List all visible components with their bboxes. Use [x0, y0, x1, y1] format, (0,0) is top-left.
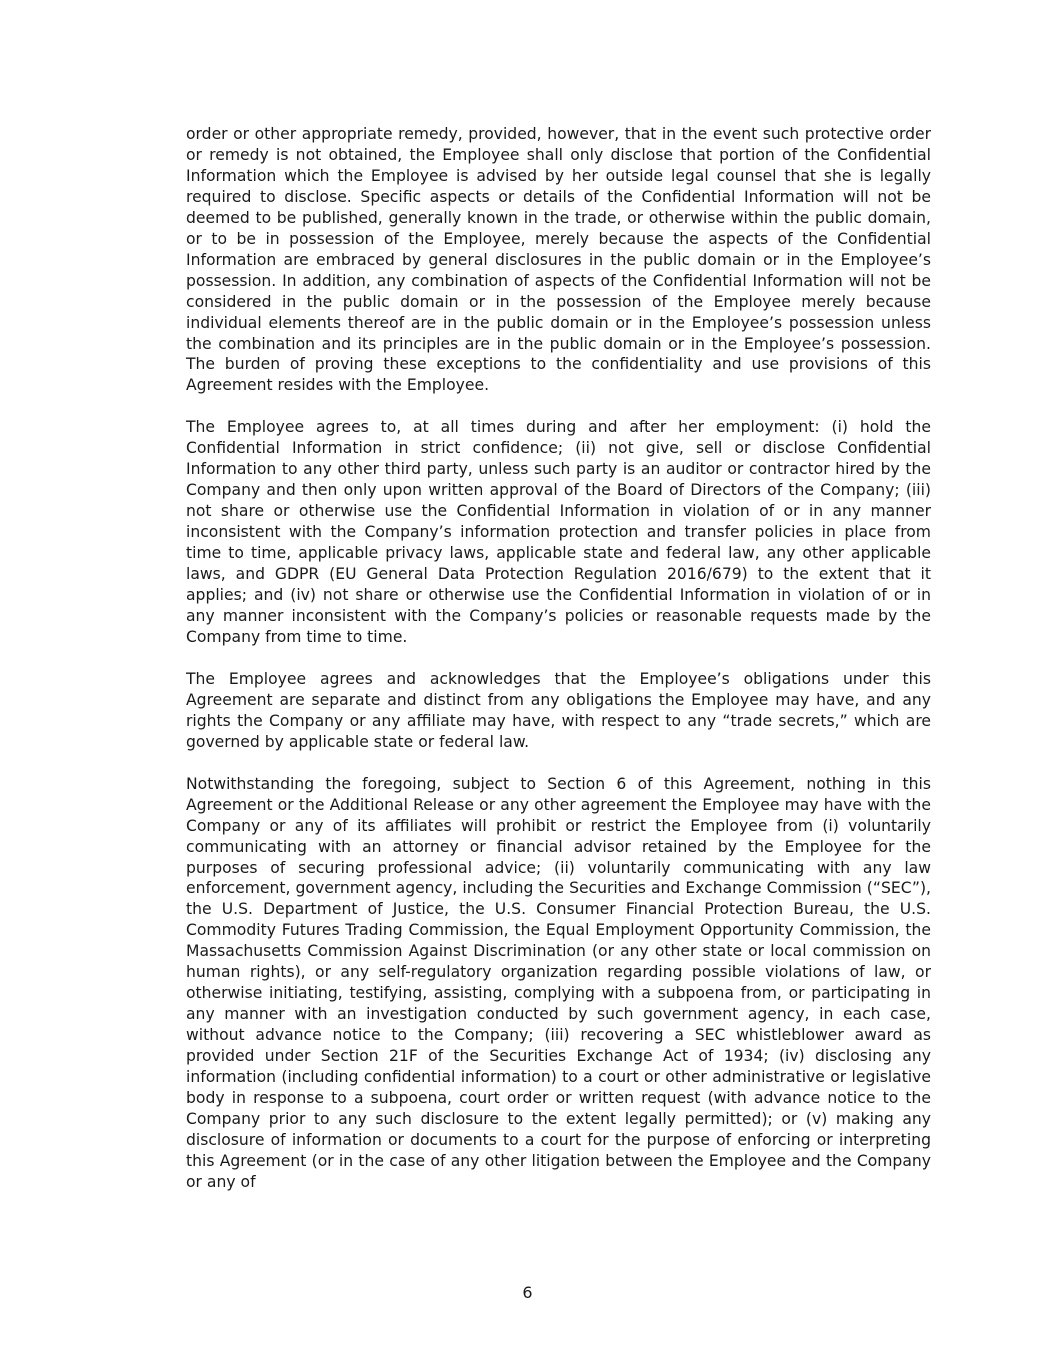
paragraph-disclosure-remedy: order or other appropriate remedy, provided, however, that in the event such protective order or remedy is not obtained, the Employee shall only disclose that portion of the Confidential Information which the Employee is advised by her outside legal counsel that she is legally required to disclose. Specific aspects or details of the Confidential Information will not be deemed to be published, generally known in the trade, or otherwise within the public domain, or to be in possession of the Employee, merely because the aspects of the Confidential Information are embraced by general disclosures in the public domain or in the Employee’s possession. In addition, any combination of aspects of the Confidential Information will not be considered in the public domain or in the possession of the Employee merely because individual elements thereof are in the public domain or in the Employee’s possession unless the combination and its principles are in the public domain or in the Employee’s possession. The burden of proving these exceptions to the confidentiality and use provisions of this Agreement resides with the Employee.: [186, 125, 931, 395]
page-number: 6: [522, 1283, 533, 1302]
paragraph-trade-secrets: The Employee agrees and acknowledges that the Employee’s obligations under this Agreement are separate and distinct from any obligations the Employee may have, and any rights the Company or any affiliate may have, with respect to any “trade secrets,” which are governed by applicable state or federal law.: [186, 669, 931, 751]
document-body: [186, 124, 931, 1214]
paragraph-protected-activities: Notwithstanding the foregoing, subject to Section 6 of this Agreement, nothing in this Agreement or the Additional Release or any other agreement the Employee may have with the Company or any of its affiliates will prohibit or restrict the Employee from (i) voluntarily communicating with an attorney or financial advisor retained by the Employee for the purposes of securing professional advice; (ii) voluntarily communicating with any law enforcement, government agency, including the Securities and Exchange Commission (“SEC”), the U.S. Department of Justice, the U.S. Consumer Financial Protection Bureau, the U.S. Commodity Futures Trading Commission, the Equal Employment Opportunity Commission, the Massachusetts Commission Against Discrimination (or any other state or local commission on human rights), or any self-regulatory organization regarding possible violations of law, or otherwise initiating, testifying, assisting, complying with a subpoena from, or participating in any manner with an investigation conducted by such government agency, in each case, without advance notice to the Company; (iii) recovering a SEC whistleblower award as provided under Section 21F of the Securities Exchange Act of 1934; (iv) disclosing any information (including confidential information) to a court or other administrative or legislative body in response to a subpoena, court order or written request (with advance notice to the Company prior to any such disclosure to the extent legally permitted); or (v) making any disclosure of information or documents to a court for the purpose of enforcing or interpreting this Agreement (or in the case of any other litigation between the Employee and the Company or any of: [186, 774, 931, 1191]
paragraph-confidentiality-obligations: The Employee agrees to, at all times during and after her employment: (i) hold the Confidential Information in strict confidence; (ii) not give, sell or disclose Confidential Information to any other third party, unless such party is an auditor or contractor hired by the Company and then only upon written approval of the Board of Directors of the Company; (iii) not share or otherwise use the Confidential Information in violation of or in any manner inconsistent with the Company’s information protection and transfer policies in place from time to time, applicable privacy laws, applicable state and federal law, any other applicable laws, and GDPR (EU General Data Protection Regulation 2016/679) to the extent that it applies; and (iv) not share or otherwise use the Confidential Information in violation of or in any manner inconsistent with the Company’s policies or reasonable requests made by the Company from time to time.: [186, 418, 931, 646]
